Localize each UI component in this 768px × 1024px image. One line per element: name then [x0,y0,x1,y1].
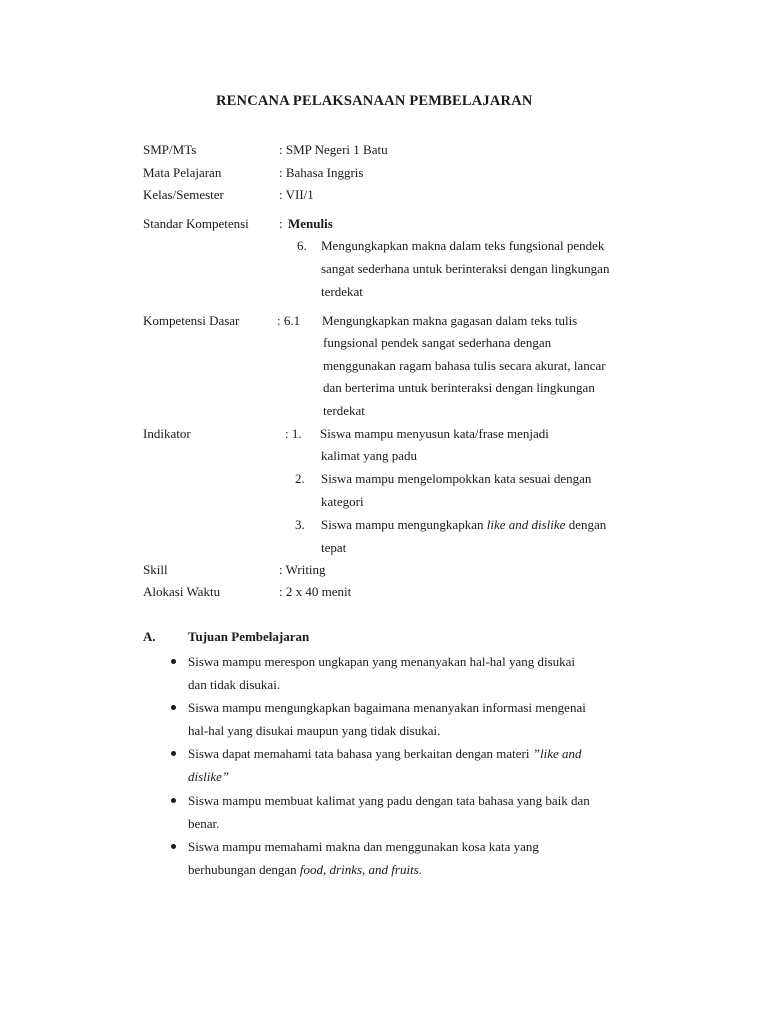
bullet-dot-icon [171,844,176,849]
value-smp: : SMP Negeri 1 Batu [279,142,388,157]
label-indikator: Indikator [143,426,191,441]
label-skill: Skill [143,562,168,577]
standar-line-1: Mengungkapkan makna dalam teks fungsional pendek [321,238,605,253]
tujuan-2-line-1: Siswa mampu mengungkapkan bagaimana menanyakan informasi mengenai [188,700,586,715]
bullet-dot-icon [171,659,176,664]
tujuan-2-line-2: hal-hal yang disukai maupun yang tidak disukai. [188,723,441,738]
bullet-dot-icon [171,751,176,756]
indikator-3-emphasis: like and dislike [486,517,566,532]
value-kelas-semester: : VII/1 [279,187,314,202]
kompetensi-number: : 6.1 [277,313,301,328]
standar-colon: : [279,216,283,231]
value-standar-kompetensi: Menulis [288,216,333,231]
indikator-2-line-2: kategori [321,494,364,509]
tujuan-3-text: Siswa dapat memahami tata bahasa yang berkaitan dengan materi [188,746,533,761]
document-title: RENCANA PELAKSANAAN PEMBELAJARAN [216,93,533,109]
tujuan-4-line-1: Siswa mampu membuat kalimat yang padu dengan tata bahasa yang baik dan [188,793,590,808]
value-skill: : Writing [279,562,326,577]
indikator-1-line-1: Siswa mampu menyusun kata/frase menjadi [320,426,549,441]
standar-line-2: sangat sederhana untuk berinteraksi dengan lingkungan [321,261,610,276]
tujuan-1-line-1: Siswa mampu merespon ungkapan yang menanyakan hal-hal yang disukai [188,654,576,669]
indikator-2-line-1: Siswa mampu mengelompokkan kata sesuai dengan [321,471,592,486]
bullet-dot-icon [171,798,176,803]
indikator-3-text: Siswa mampu mengungkapkan [321,517,487,532]
value-alokasi-waktu: : 2 x 40 menit [279,584,352,599]
label-kompetensi-dasar: Kompetensi Dasar [143,313,240,328]
section-a-heading: Tujuan Pembelajaran [188,629,310,644]
label-smp: SMP/MTs [143,142,197,157]
indikator-number-2: 2. [295,471,305,486]
standar-line-3: terdekat [321,284,363,299]
tujuan-1-line-2: dan tidak disukai. [188,677,281,692]
kompetensi-line-1: Mengungkapkan makna gagasan dalam teks tulis [322,313,578,328]
standar-number: 6. [297,238,307,253]
tujuan-5-text: berhubungan dengan [188,862,300,877]
tujuan-5-line-2 [188,863,422,876]
indikator-1-line-2: kalimat yang padu [321,448,418,463]
tujuan-5-line-1: Siswa mampu memahami makna dan menggunakan kosa kata yang [188,839,539,854]
kompetensi-line-5: terdekat [323,403,365,418]
section-a-letter: A. [143,629,156,644]
tujuan-3-line-2 [188,770,229,783]
tujuan-4-line-2: benar. [188,816,220,831]
label-alokasi-waktu: Alokasi Waktu [143,584,221,599]
indikator-3-line-2: tepat [321,540,347,555]
tujuan-5-emphasis: food, drinks, and fruits. [299,862,422,877]
kompetensi-line-4: dan berterima untuk berinteraksi dengan lingkungan [323,380,595,395]
indikator-3-line-1 [321,518,606,531]
indikator-number-3: 3. [295,517,305,532]
indikator-3-text-end: dengan [565,517,607,532]
tujuan-3-emphasis: ”like and [532,746,582,761]
label-mata-pelajaran: Mata Pelajaran [143,165,222,180]
tujuan-3-emphasis-end: dislike” [188,769,230,784]
value-mata-pelajaran: : Bahasa Inggris [279,165,364,180]
tujuan-3-line-1 [188,747,581,760]
kompetensi-line-3: menggunakan ragam bahasa tulis secara akurat, lancar [323,358,606,373]
label-standar-kompetensi: Standar Kompetensi [143,216,249,231]
kompetensi-line-2: fungsional pendek sangat sederhana dengan [323,335,552,350]
indikator-number-1: : 1. [285,426,302,441]
label-kelas-semester: Kelas/Semester [143,187,224,202]
bullet-dot-icon [171,705,176,710]
